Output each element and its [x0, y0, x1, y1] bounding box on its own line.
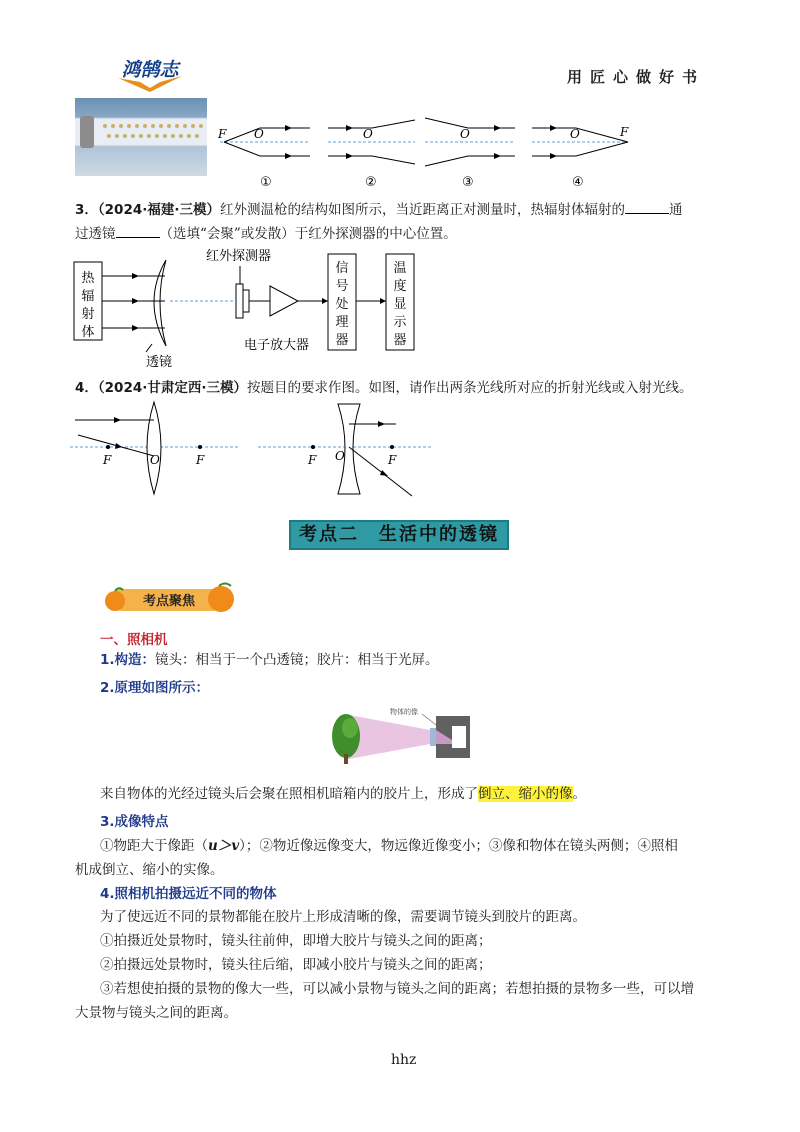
detector-label: 红外探测器	[206, 249, 272, 264]
header-motto: 用匠心做好书	[567, 68, 706, 86]
optical-center-label: O	[460, 127, 470, 141]
distance-heading: 4.照相机拍摄远近不同的物体	[100, 886, 277, 902]
camera-structure: 1.构造：镜头：相当于一个凸透镜；胶片：相当于光屏。	[100, 652, 439, 668]
amplifier-label: 电子放大器	[244, 338, 310, 353]
optical-center-label: O	[363, 127, 373, 141]
highlight-inverted-reduced: 倒立、缩小的像	[478, 786, 573, 802]
focus-tag	[103, 582, 235, 616]
answer-blank-1[interactable]	[625, 199, 669, 214]
section-title: 考点二 生活中的透镜	[289, 520, 509, 550]
question-3: 3．（2024·福建·三模）红外测温枪的结构如图所示，当近距离正对测量时，热辐射体辐射的 通 过透镜 （选填“会聚”或发散）于红外探测器的中心位置。	[75, 198, 735, 246]
ir-thermometer-diagram	[70, 246, 430, 371]
focus-label: F	[308, 453, 317, 467]
imaging-features-heading: 3.成像特点	[100, 814, 169, 830]
focus-label: F	[218, 127, 227, 141]
option-1-label: ①	[260, 175, 272, 190]
question-source: （2024·福建·三模）	[97, 202, 220, 218]
focus-label: F	[103, 453, 112, 467]
lens-ray-drawing-diagram	[70, 400, 440, 500]
question-4: 4．（2024·甘肃定西·三模）按题目的要求作图。如图，请作出两条光线所对应的折射光线或入射光线。	[75, 380, 693, 396]
temperature-display-label: 温度显示器	[393, 261, 407, 348]
signal-processor-label: 信号处理器	[335, 261, 349, 348]
option-2-label: ②	[365, 175, 377, 190]
camera-principle-image	[330, 702, 470, 770]
camera-heading: 一、照相机	[100, 632, 168, 648]
focus-tag-label: 考点聚焦	[142, 594, 196, 609]
page-footer: hhz	[391, 1052, 417, 1068]
heat-source-label: 热辐射体	[81, 271, 95, 340]
imaging-features-text: ①物距大于像距（u＞v）；②物近像远像变大，物远像近像变小；③像和物体在镜头两侧；④照相 机成倒立、缩小的实像。	[75, 838, 678, 878]
math-u-gt-v: u＞v	[208, 838, 240, 854]
distance-text: 为了使远近不同的景物都能在胶片上形成清晰的像，需要调节镜头到胶片的距离。 ①拍摄近处景物时，镜头往前伸，即增大胶片与镜头之间的距离； ②拍摄远处景物时，镜头往后缩，即减小胶片与镜头之间的距离； ③若想使拍摄的景物的像大一些，可以减小景物与镜头之间的距离；若想拍摄的景物多一些，可以增 大景物与镜头之间的距离。	[75, 909, 694, 1021]
answer-blank-2[interactable]	[116, 223, 160, 238]
camera-principle-heading: 2.原理如图所示：	[100, 680, 210, 696]
image-label: 物体的像	[390, 708, 418, 716]
focus-label: F	[388, 453, 397, 467]
publisher-logo	[100, 56, 200, 94]
lens-label: 透镜	[146, 355, 173, 370]
led-tube-photo	[75, 98, 207, 176]
question-source: （2024·甘肃定西·三模）	[97, 380, 247, 396]
optical-center-label: O	[335, 449, 345, 463]
question-number: 3．	[75, 202, 98, 218]
focus-label: F	[196, 453, 205, 467]
svg-text:鸿鹄志: 鸿鹄志	[121, 59, 179, 81]
option-3-label: ③	[462, 175, 474, 190]
focus-label: F	[620, 125, 629, 139]
optical-center-label: O	[150, 453, 160, 467]
option-4-label: ④	[572, 175, 584, 190]
ray-options-diagram	[210, 100, 650, 195]
optical-center-label: O	[254, 127, 264, 141]
optical-center-label: O	[570, 127, 580, 141]
question-number: 4．	[75, 380, 98, 396]
camera-description: 来自物体的光经过镜头后会聚在照相机暗箱内的胶片上，形成了倒立、缩小的像。	[100, 786, 586, 802]
